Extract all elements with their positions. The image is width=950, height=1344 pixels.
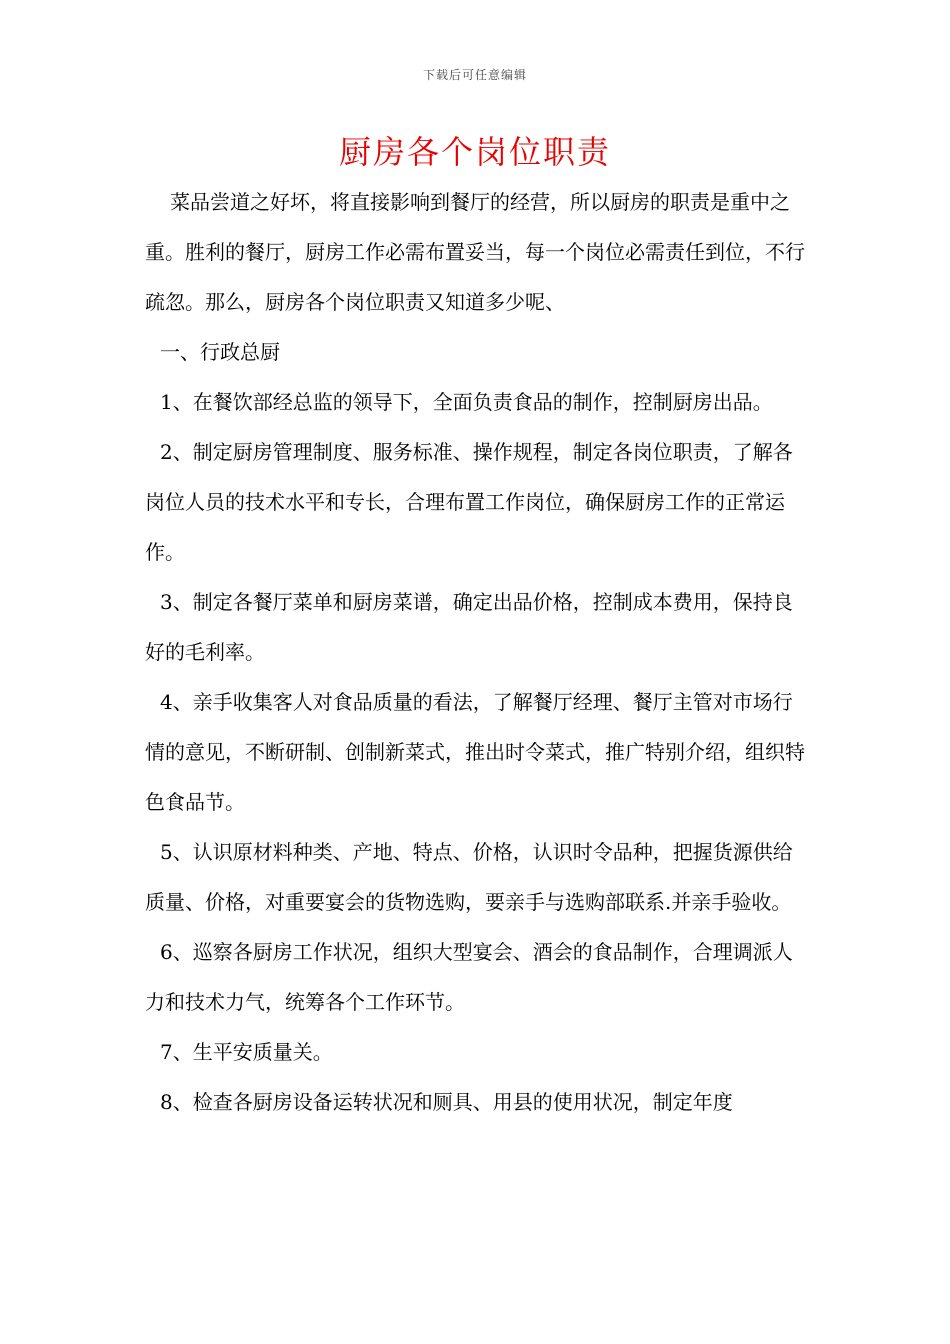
intro-paragraph: 菜品尝道之好坏，将直接影响到餐厅的经营，所以厨房的职责是重中之重。胜利的餐厅，厨房工作必需布置妥当，每一个岗位必需责任到位，不行疏忽。那么，厨房各个岗位职责又知道多少呢、 [145,190,805,314]
list-item: 1、在餐饮部经总监的领导下，全面负责食品的制作，控制厨房出品。 [160,390,773,414]
document-body [145,177,809,1127]
list-item: 3、制定各餐厅菜单和厨房菜谱，确定出品价格，控制成本费用，保持良好的毛利率。 [145,590,793,664]
section-heading: 一、行政总厨 [160,340,280,364]
list-item: 5、认识原材料种类、产地、特点、价格，认识时令品种，把握货源供给质量、价格，对重要宴会的货物选购，要亲手与选购部联系.并亲手验收。 [145,840,793,914]
list-item: 2、制定厨房管理制度、服务标准、操作规程，制定各岗位职责，了解各岗位人员的技术水平和专长，合理布置工作岗位，确保厨房工作的正常运作。 [145,440,793,564]
list-item: 8、检查各厨房设备运转状况和厕具、用县的使用状况，制定年度 [160,1090,733,1114]
document-title: 厨房各个岗位职责 [338,133,611,171]
header-note: 下载后可任意编辑 [422,68,527,82]
list-item: 7、生平安质量关。 [160,1040,333,1064]
list-item: 4、亲手收集客人对食品质量的看法，了解餐厅经理、餐厅主管对市场行情的意见，不断研制、创制新菜式，推出时令菜式，推广特别介绍，组织特色食品节。 [145,690,805,814]
list-item: 6、巡察各厨房工作状况，组织大型宴会、酒会的食品制作，合理调派人力和技术力气，统筹各个工作环节。 [145,940,793,1014]
